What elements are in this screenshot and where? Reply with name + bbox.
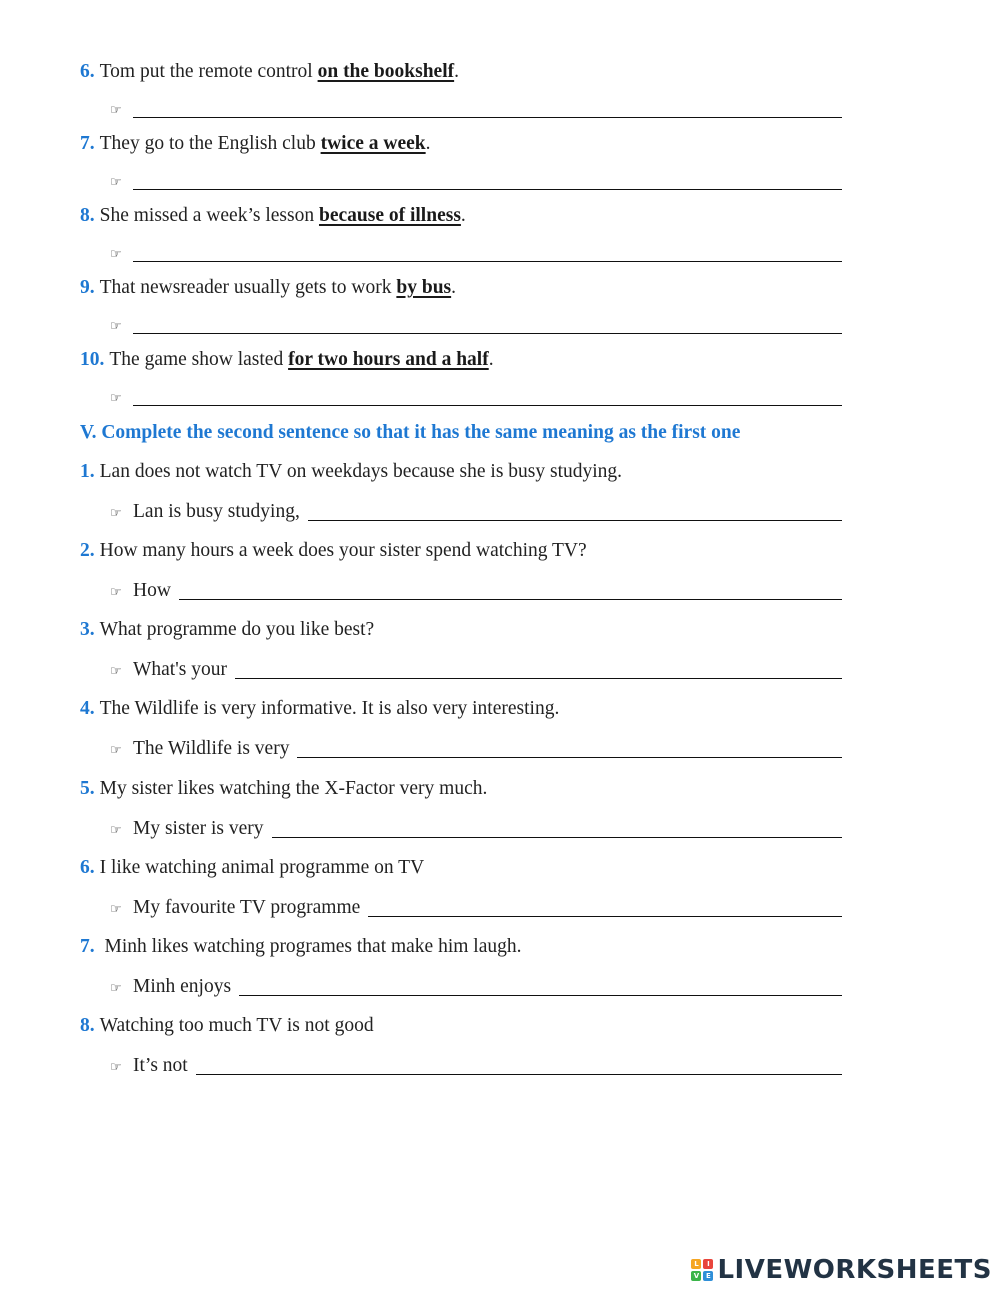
question-punct: . (454, 61, 459, 82)
answer-input[interactable] (308, 519, 842, 521)
question-item (80, 204, 842, 228)
question-number: 6. (80, 61, 95, 82)
answer-line-row (110, 735, 842, 761)
answer-line-row (110, 167, 842, 193)
question-text: My sister likes watching the X-Factor very much. (99, 778, 488, 799)
question-text: I like watching animal programme on TV (99, 857, 425, 878)
question-text: Lan does not watch TV on weekdays because she is busy studying. (99, 461, 623, 482)
logo-mark-letter: E (703, 1271, 713, 1281)
question-punct: . (425, 133, 431, 154)
pointing-hand-icon: ☞ (110, 1060, 122, 1075)
liveworksheets-logo (691, 1255, 992, 1285)
question-number: 7. (80, 133, 95, 154)
pointing-hand-icon: ☞ (110, 981, 122, 996)
answer-input[interactable] (272, 836, 842, 838)
answer-line-row (110, 498, 842, 524)
section-heading: V. Complete the second sentence so that it has the same meaning as the first one (80, 422, 741, 443)
answer-input[interactable] (133, 188, 842, 190)
answer-prefix: Lan is busy studying, (133, 501, 300, 522)
underlined-phrase: for two hours and a half (288, 349, 489, 370)
question-item (80, 60, 842, 84)
question-number: 5. (80, 778, 95, 799)
question-number: 7. (80, 936, 95, 957)
answer-line-row (110, 815, 842, 841)
question-item (80, 935, 842, 959)
answer-prefix: What's your (133, 659, 227, 680)
question-number: 3. (80, 619, 95, 640)
pointing-hand-icon: ☞ (110, 743, 122, 758)
pointing-hand-icon: ☞ (110, 175, 122, 190)
answer-prefix: My sister is very (133, 818, 264, 839)
pointing-hand-icon: ☞ (110, 823, 122, 838)
answer-line-row (110, 239, 842, 265)
question-item (80, 132, 842, 156)
pointing-hand-icon: ☞ (110, 319, 122, 334)
question-number: 10. (80, 349, 105, 370)
logo-mark-letter: L (691, 1259, 701, 1269)
question-item (80, 539, 842, 563)
pointing-hand-icon: ☞ (110, 585, 122, 600)
question-punct: . (460, 205, 466, 226)
answer-line-row (110, 577, 842, 603)
question-text: Tom put the remote control (99, 61, 318, 82)
answer-input[interactable] (235, 677, 842, 679)
answer-input[interactable] (133, 404, 842, 406)
answer-line-row (110, 1052, 842, 1078)
question-number: 8. (80, 205, 95, 226)
answer-input[interactable] (133, 332, 842, 334)
underlined-phrase: by bus (396, 277, 452, 298)
pointing-hand-icon: ☞ (110, 664, 122, 679)
question-text: The Wildlife is very informative. It is also very interesting. (99, 698, 560, 719)
answer-input[interactable] (297, 756, 842, 758)
answer-prefix: Minh enjoys (133, 976, 232, 997)
question-number: 6. (80, 857, 95, 878)
question-number: 8. (80, 1015, 95, 1036)
question-text: What programme do you like best? (99, 619, 375, 640)
answer-prefix: How (133, 580, 171, 601)
answer-input[interactable] (133, 260, 842, 262)
question-punct: . (451, 277, 456, 298)
logo-mark-icon (691, 1259, 713, 1281)
answer-line-row (110, 95, 842, 121)
question-number: 1. (80, 461, 95, 482)
pointing-hand-icon: ☞ (110, 391, 122, 406)
question-number: 2. (80, 540, 95, 561)
underlined-phrase: twice a week (320, 133, 426, 154)
question-punct: . (488, 349, 494, 370)
answer-line-row (110, 894, 842, 920)
logo-text: LIVEWORKSHEETS (717, 1255, 992, 1285)
answer-line-row (110, 383, 842, 409)
question-item (80, 348, 842, 372)
answer-input[interactable] (133, 116, 842, 118)
answer-input[interactable] (239, 994, 842, 996)
question-item (80, 697, 842, 721)
question-text: The game show lasted (109, 349, 289, 370)
answer-line-row (110, 311, 842, 337)
question-text: Minh likes watching programes that make him laugh. (99, 936, 522, 957)
question-text: That newsreader usually gets to work (99, 277, 397, 298)
question-item (80, 618, 842, 642)
logo-mark-letter: V (691, 1271, 701, 1281)
question-item (80, 856, 842, 880)
underlined-phrase: on the bookshelf (317, 61, 455, 82)
question-text: They go to the English club (99, 133, 321, 154)
question-item (80, 1014, 842, 1038)
question-text: She missed a week’s lesson (99, 205, 319, 226)
pointing-hand-icon: ☞ (110, 247, 122, 262)
pointing-hand-icon: ☞ (110, 103, 122, 118)
question-number: 4. (80, 698, 95, 719)
underlined-phrase: because of illness (318, 205, 461, 226)
pointing-hand-icon: ☞ (110, 902, 122, 917)
answer-input[interactable] (179, 598, 842, 600)
answer-line-row (110, 973, 842, 999)
answer-line-row (110, 656, 842, 682)
question-text: Watching too much TV is not good (99, 1015, 374, 1036)
logo-mark-letter: I (703, 1259, 713, 1269)
answer-prefix: It’s not (133, 1055, 188, 1076)
question-number: 9. (80, 277, 95, 298)
answer-prefix: The Wildlife is very (133, 738, 290, 759)
question-item (80, 276, 842, 300)
question-item (80, 777, 842, 801)
question-text: How many hours a week does your sister spend watching TV? (99, 540, 587, 561)
question-item (80, 460, 842, 484)
answer-input[interactable] (196, 1073, 842, 1075)
answer-prefix: My favourite TV programme (133, 897, 361, 918)
answer-input[interactable] (368, 915, 842, 917)
pointing-hand-icon: ☞ (110, 506, 122, 521)
